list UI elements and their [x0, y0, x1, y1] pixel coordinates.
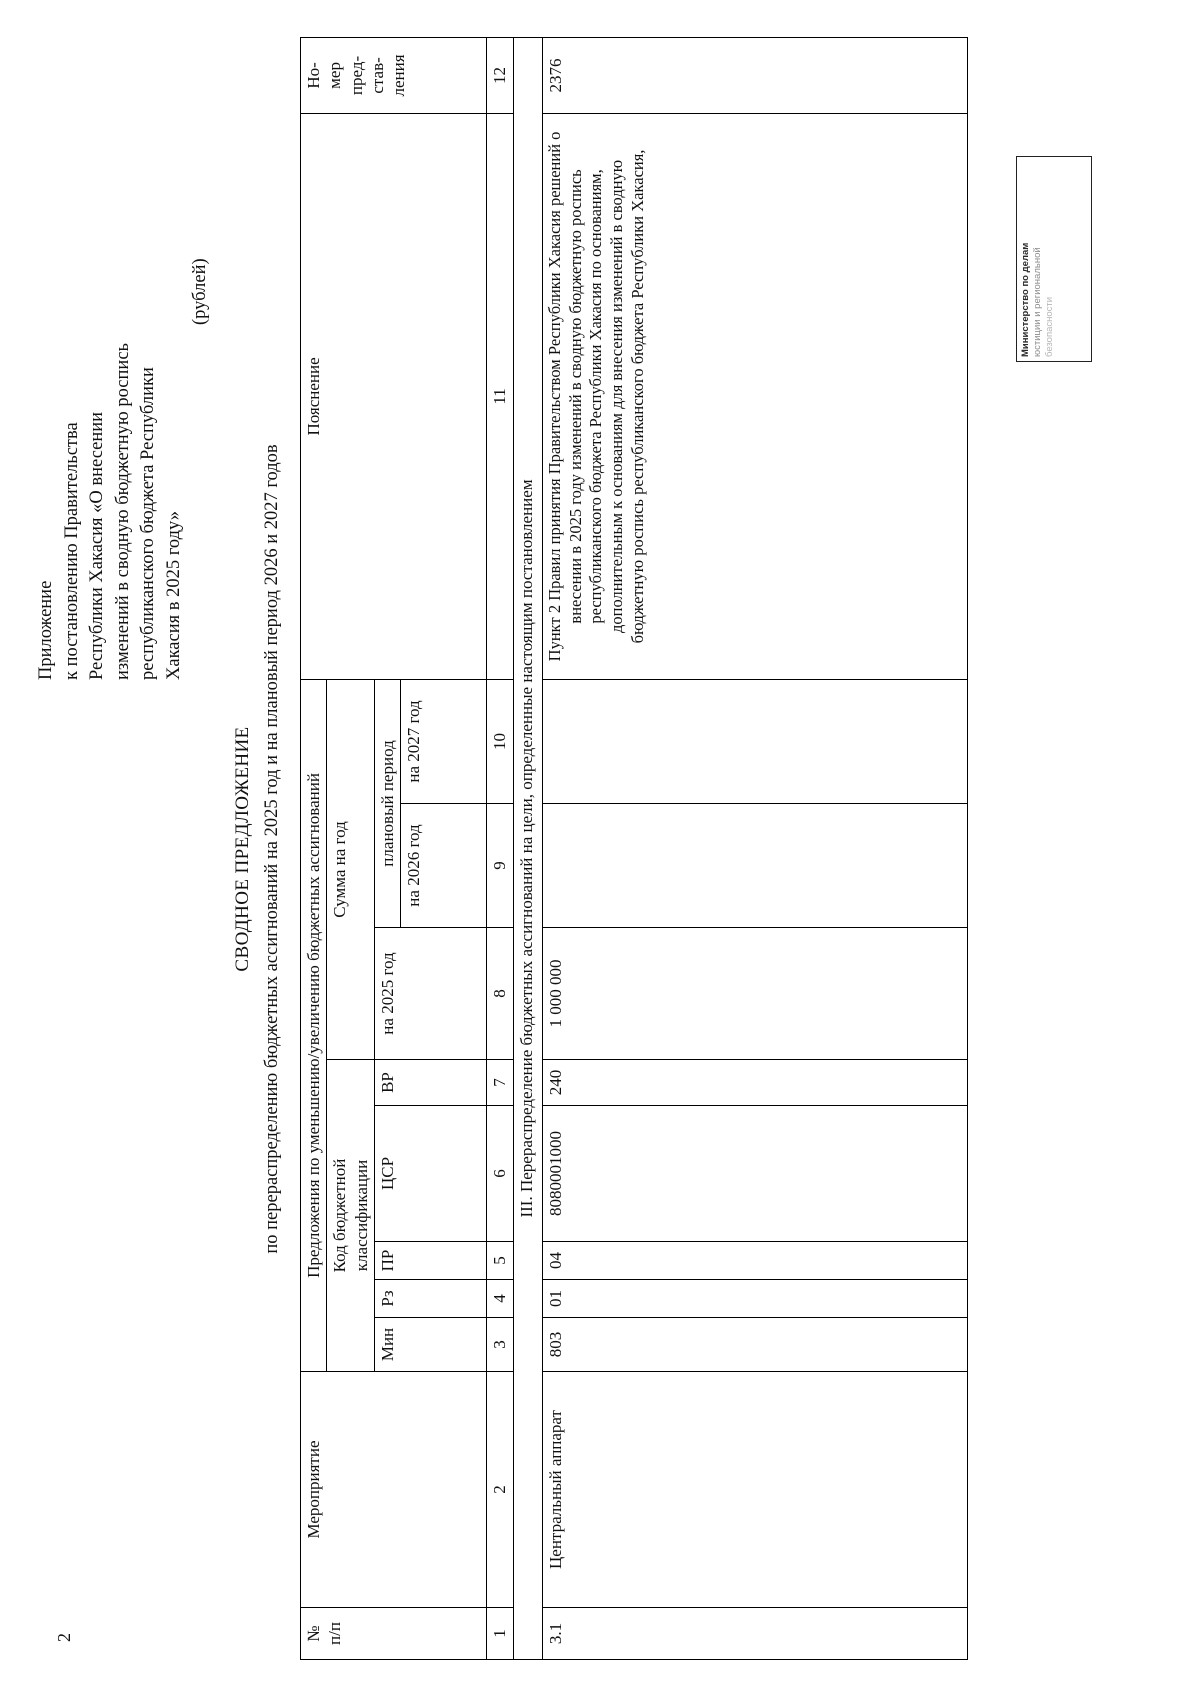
colnum-5: 5 [487, 1242, 514, 1280]
colnum-3: 3 [487, 1318, 514, 1372]
document-subtitle: по перераспределению бюджетных ассигнований на 2025 год и на плановый период 2026 и 2027 годов [262, 444, 282, 1254]
stamp-line-2: юстиции и региональной [1031, 247, 1043, 357]
appendix-line-4: изменений в сводную бюджетную роспись [112, 343, 133, 680]
budget-table [300, 37, 968, 1660]
page-number: 2 [54, 1633, 74, 1642]
header-plan-period: плановый период [374, 679, 400, 927]
cell-pr: 04 [543, 1242, 968, 1280]
table-section-row [514, 37, 543, 1659]
cell-num: 3.1 [543, 1608, 968, 1660]
cell-sum-2027 [543, 679, 968, 803]
header-explanation: Пояснение [301, 113, 487, 679]
colnum-11: 11 [487, 113, 514, 679]
cell-sum-2026 [543, 804, 968, 928]
section-title: III. Перераспределение бюджетных ассигнований на цели, определенные настоящим постановлением [514, 37, 543, 1659]
currency-note: (рублей) [190, 258, 210, 325]
colnum-8: 8 [487, 928, 514, 1060]
colnum-6: 6 [487, 1106, 514, 1242]
header-measure: Мероприятие [301, 1372, 487, 1608]
document-title: СВОДНОЕ ПРЕДЛОЖЕНИЕ [232, 726, 253, 972]
table-column-numbers-row [487, 37, 514, 1659]
header-year-2025: на 2025 год [374, 928, 486, 1060]
header-code-group: Код бюджетной классификации [327, 1060, 375, 1372]
header-min: Мин [374, 1318, 486, 1372]
appendix-line-2: к постановлению Правительства [61, 422, 82, 680]
cell-vr: 240 [543, 1060, 968, 1106]
cell-explanation: Пункт 2 Правил принятия Правительством Республики Хакасия решений о внесении в 2025 году изменений в сводную бюджетную роспись республиканского бюджета Республики Хакасия по основаниям, дополнительным к основаниям для внесения изменений в сводную бюджетную роспись республиканского бюджета Республики Хакасия, [543, 113, 968, 679]
cell-rz: 01 [543, 1280, 968, 1318]
header-proposals-group: Предложения по уменьшению/увеличению бюджетных ассигнований [301, 679, 327, 1371]
cell-submission-number: 2376 [543, 37, 968, 113]
colnum-1: 1 [487, 1608, 514, 1660]
colnum-2: 2 [487, 1372, 514, 1608]
stamp-line-3: безопасности [1043, 296, 1055, 357]
colnum-4: 4 [487, 1280, 514, 1318]
cell-measure: Центральный аппарат [543, 1372, 968, 1608]
colnum-12: 12 [487, 37, 514, 113]
cell-min: 803 [543, 1318, 968, 1372]
colnum-9: 9 [487, 804, 514, 928]
header-csr: ЦСР [374, 1106, 486, 1242]
header-year-2027: на 2027 год [401, 679, 487, 803]
stamp-line-1: Министерство по делам [1020, 242, 1031, 357]
header-sum-group: Сумма на год [327, 679, 375, 1059]
cell-sum-2025: 1 000 000 [543, 928, 968, 1060]
table-row [543, 37, 968, 1659]
colnum-7: 7 [487, 1060, 514, 1106]
appendix-line-3: Республики Хакасия «О внесении [87, 411, 108, 680]
colnum-10: 10 [487, 679, 514, 803]
table-header-row-1 [301, 37, 327, 1659]
ministry-stamp [1016, 156, 1092, 362]
appendix-header [34, 120, 187, 680]
appendix-line-5: республиканского бюджета Республики [138, 367, 159, 680]
appendix-line-6: Хакасия в 2025 году» [163, 511, 184, 680]
header-pr: ПР [374, 1242, 486, 1280]
header-rz: Рз [374, 1280, 486, 1318]
cell-csr: 8080001000 [543, 1106, 968, 1242]
appendix-line-1: Приложение [36, 580, 56, 680]
header-num: № п/п [301, 1608, 487, 1660]
header-submission-number: Но- мер пред- став- ления [301, 37, 487, 113]
header-year-2026: на 2026 год [401, 804, 487, 928]
header-vr: ВР [374, 1060, 486, 1106]
